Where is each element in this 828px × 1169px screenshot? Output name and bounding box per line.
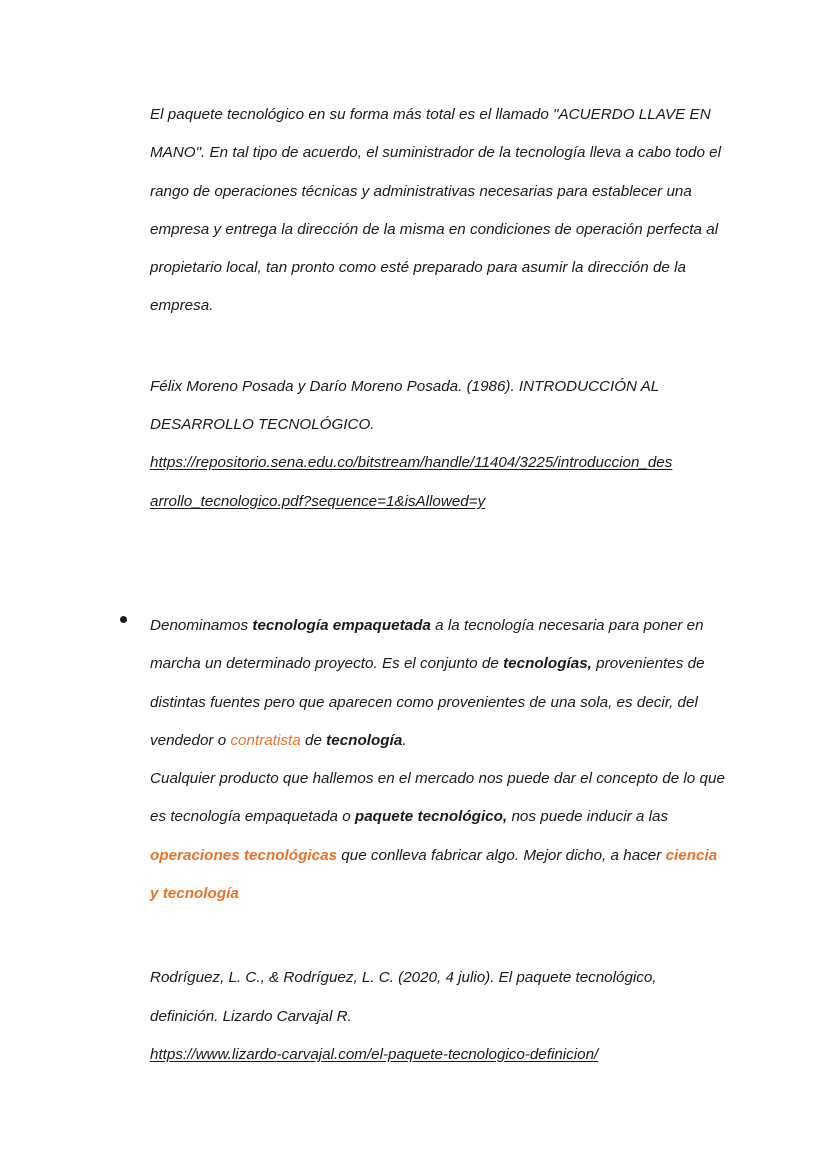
bullet-seg-accent-contratista: contratista <box>230 731 301 749</box>
spacer-after-quote <box>150 326 725 368</box>
bullet-seg-plain-5: . <box>402 731 407 749</box>
bullet-cont-seg-plain-1: Cualquier producto que hallemos en el mercado nos puede dar el concepto de lo que es tecnología empaquetada o <box>150 770 725 826</box>
citation-one-authors-title: Félix Moreno Posada y Darío Moreno Posada. (1986). INTRODUCCIÓN AL DESARROLLO TECNOLÓGICO. <box>150 377 659 434</box>
bullet-seg-plain-2: a la tecnología necesaria para poner en marcha un determinado proyecto. Es el conjunto de <box>150 616 704 673</box>
citation-two-line-2: definición. Lizardo Carvajal R. <box>150 1007 352 1025</box>
bullet-cont-seg-plain-3: que conlleva fabricar algo. Mejor dicho, a hacer <box>337 846 666 864</box>
bullet-seg-plain-4: de <box>300 731 327 749</box>
bullet-cont-seg-accent-ciencia-y-tecnologia: ciencia y tecnología <box>150 846 718 903</box>
document-body <box>150 96 725 1074</box>
bullet-seg-bold-tecnologias: tecnologías, <box>503 655 592 673</box>
bullet-cont-seg-accent-operaciones-tecnologicas: operaciones tecnológicas <box>150 846 338 864</box>
spacer-before-citation-two <box>150 913 725 959</box>
bullet-cont-seg-plain-2: nos puede inducir a las <box>507 808 669 826</box>
bullet-seg-plain-1: Denominamos <box>150 616 253 634</box>
citation-one-url-line-1[interactable]: https://repositorio.sena.edu.co/bitstream/handle/11404/3225/introduccion_des <box>150 454 673 472</box>
citation-two-url[interactable]: https://www.lizardo-carvajal.com/el-paquete-tecnologico-definicion/ <box>150 1045 599 1063</box>
bullet-item-paragraph-continued <box>150 760 725 913</box>
quote-paragraph: El paquete tecnológico en su forma más total es el llamado "ACUERDO LLAVE EN MANO". En tal tipo de acuerdo, el suministrador de la tecnología lleva a cabo todo el rango de operaciones técnicas y administrativas necesarias para establecer una empresa y entrega la dirección de la misma en condiciones de operación perfecta al propietario local, tan pronto como esté preparado para asumir la dirección de la empresa. <box>150 106 722 315</box>
bullet-seg-bold-tecnologia: tecnología <box>326 731 403 749</box>
bullet-cont-seg-bold-paquete-tecnologico: paquete tecnológico, <box>354 808 508 826</box>
bullet-list-item <box>150 607 725 913</box>
citation-one-url-line-2[interactable]: arrollo_tecnologico.pdf?sequence=1&isAllowed=y <box>150 492 486 510</box>
bullet-point-icon <box>120 616 127 623</box>
bullet-item-paragraph <box>150 607 725 760</box>
bullet-seg-plain-3: provenientes de distintas fuentes pero que aparecen como provenientes de una sola, es decir, del vendedor o <box>150 655 705 749</box>
bullet-seg-bold-tecnologia-empaquetada: tecnología empaquetada <box>252 616 431 634</box>
spacer-between-sections <box>150 521 725 607</box>
citation-two-line-1: Rodríguez, L. C., & Rodríguez, L. C. (2020, 4 julio). El paquete tecnológico, <box>150 969 657 987</box>
